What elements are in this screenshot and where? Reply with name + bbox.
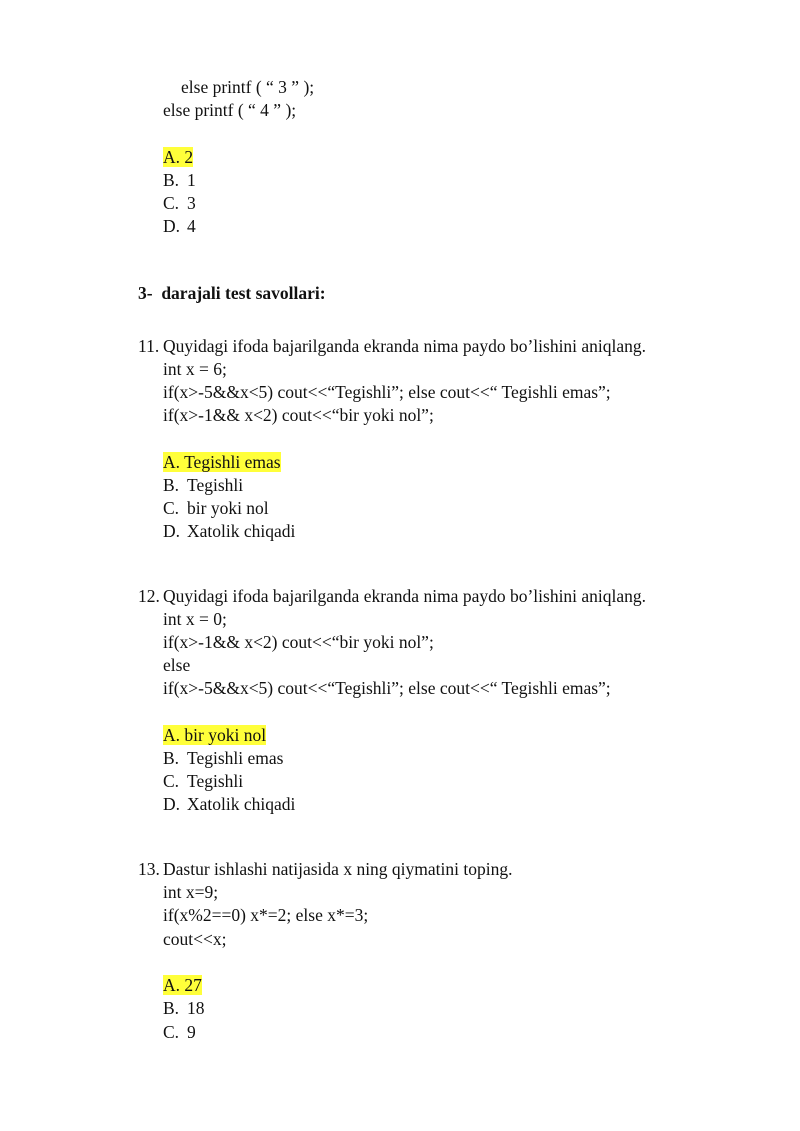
answer-option: [163, 192, 196, 215]
option-text: 27: [184, 975, 202, 995]
question-text: Quyidagi ifoda bajarilganda ekranda nima paydo bo’lishini aniqlang.: [163, 586, 647, 606]
answer-option: [163, 520, 295, 543]
code-line: else: [163, 655, 191, 675]
option-letter: C.: [163, 193, 180, 213]
option-text: Xatolik chiqadi: [187, 521, 296, 541]
answer-option: [163, 997, 205, 1020]
code-line: else printf ( “ 4 ” );: [163, 100, 297, 120]
answer-option: [163, 770, 243, 793]
option-letter: C.: [163, 498, 180, 518]
code-line: else printf ( “ 3 ” );: [181, 77, 315, 97]
answer-option: [163, 169, 196, 192]
question-text: Dastur ishlashi natijasida x ning qiymatini toping.: [163, 859, 513, 879]
question-number: 11.: [138, 336, 160, 356]
code-line: if(x>-1&& x<2) cout<<“bir yoki nol”;: [163, 405, 434, 425]
option-text: bir yoki nol: [184, 725, 267, 745]
option-text: bir yoki nol: [187, 498, 269, 518]
option-text: Xatolik chiqadi: [187, 794, 296, 814]
code-line: if(x>-5&&x<5) cout<<“Tegishli”; else cout<<“ Tegishli emas”;: [163, 678, 611, 698]
answer-option: [163, 215, 196, 238]
code-line: int x = 6;: [163, 359, 227, 379]
option-text: 2: [184, 147, 194, 167]
code-line: if(x>-1&& x<2) cout<<“bir yoki nol”;: [163, 632, 434, 652]
section-heading: [138, 282, 326, 305]
code-line: if(x%2==0) x*=2; else x*=3;: [163, 905, 369, 925]
section-number: 3-: [138, 283, 153, 303]
answer-option-correct: [163, 146, 193, 169]
option-letter: B.: [163, 170, 180, 190]
option-text: 3: [187, 193, 196, 213]
option-text: 4: [187, 216, 196, 236]
option-letter: D.: [163, 521, 181, 541]
option-text: Tegishli: [187, 475, 244, 495]
answer-option: [163, 747, 283, 770]
option-letter: A.: [163, 975, 181, 995]
question-text: Quyidagi ifoda bajarilganda ekranda nima paydo bo’lishini aniqlang.: [163, 336, 647, 356]
code-line: if(x>-5&&x<5) cout<<“Tegishli”; else cout<<“ Tegishli emas”;: [163, 382, 611, 402]
code-line: int x=9;: [163, 882, 219, 902]
option-letter: B.: [163, 748, 180, 768]
option-text: Tegishli emas: [187, 748, 284, 768]
question-prompt: [138, 335, 646, 358]
code-line: cout<<x;: [163, 929, 227, 949]
option-letter: A.: [163, 725, 181, 745]
option-text: 1: [187, 170, 196, 190]
option-letter: D.: [163, 794, 181, 814]
option-text: Tegishli emas: [184, 452, 281, 472]
question-prompt: [138, 585, 646, 608]
section-title: darajali test savollari:: [161, 283, 326, 303]
option-letter: C.: [163, 1022, 180, 1042]
option-text: 18: [187, 998, 205, 1018]
answer-option: [163, 474, 243, 497]
answer-option: [163, 793, 295, 816]
option-text: 9: [187, 1022, 196, 1042]
question-prompt: [138, 858, 512, 881]
option-letter: A.: [163, 147, 181, 167]
option-letter: B.: [163, 998, 180, 1018]
option-letter: B.: [163, 475, 180, 495]
option-letter: C.: [163, 771, 180, 791]
answer-option-correct: [163, 974, 202, 997]
option-letter: A.: [163, 452, 181, 472]
option-text: Tegishli: [187, 771, 244, 791]
answer-option-correct: [163, 724, 266, 747]
code-line: int x = 0;: [163, 609, 227, 629]
question-number: 13.: [138, 859, 160, 879]
option-letter: D.: [163, 216, 181, 236]
answer-option: [163, 497, 269, 520]
answer-option-correct: [163, 451, 281, 474]
question-number: 12.: [138, 586, 160, 606]
answer-option: [163, 1021, 196, 1044]
